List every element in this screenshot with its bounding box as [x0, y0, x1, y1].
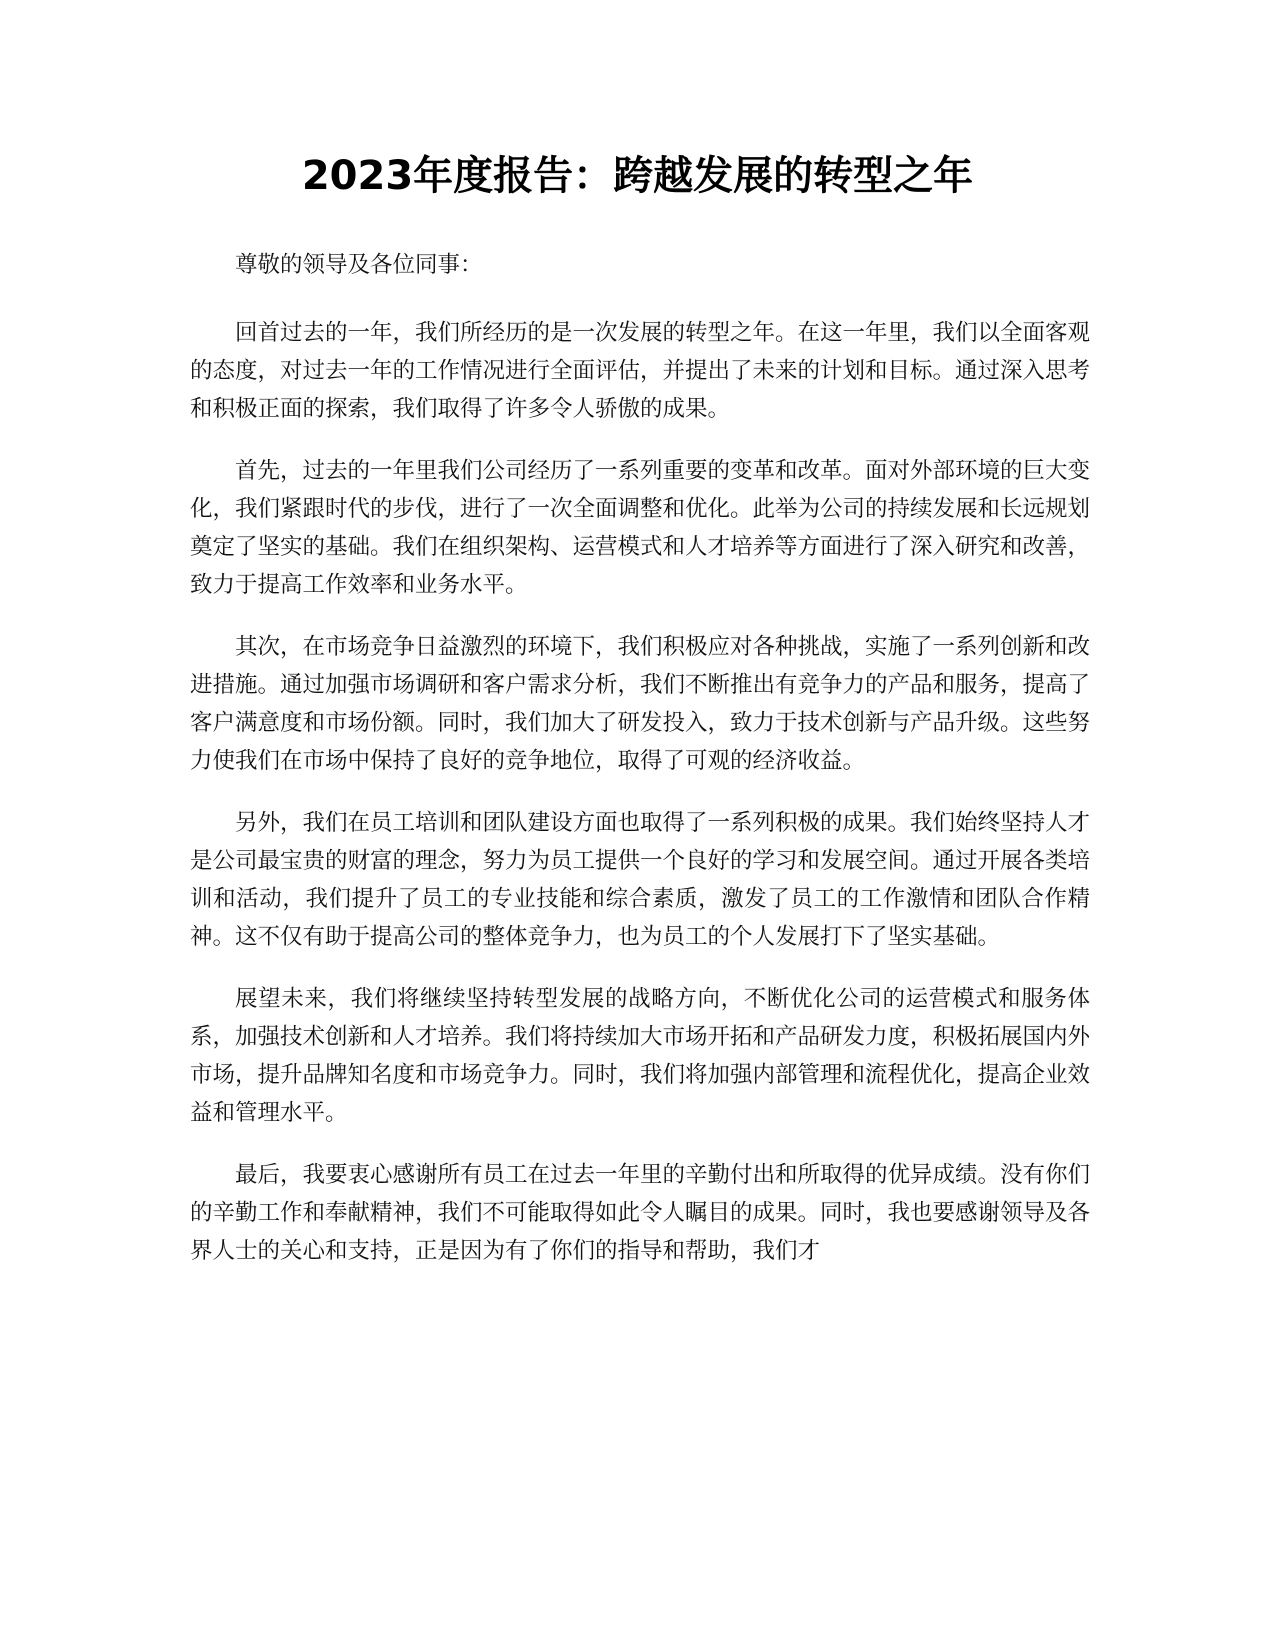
paragraph-review: 回首过去的一年，我们所经历的是一次发展的转型之年。在这一年里，我们以全面客观的态度，对过去一年的工作情况进行全面评估，并提出了未来的计划和目标。通过深入思考和积极正面的探索，我们取得了许多令人骄傲的成果。	[190, 320, 1091, 422]
document-body	[190, 246, 1090, 1294]
paragraph-market: 其次，在市场竞争日益激烈的环境下，我们积极应对各种挑战，实施了一系列创新和改进措施。通过加强市场调研和客户需求分析，我们不断推出有竞争力的产品和服务，提高了客户满意度和市场份额。同时，我们加大了研发投入，致力于技术创新与产品升级。这些努力使我们在市场中保持了良好的竞争地位，取得了可观的经济收益。	[190, 634, 1091, 774]
document-title: 2023年度报告：跨越发展的转型之年	[301, 153, 974, 199]
paragraph-reform: 首先，过去的一年里我们公司经历了一系列重要的变革和改革。面对外部环境的巨大变化，我们紧跟时代的步伐，进行了一次全面调整和优化。此举为公司的持续发展和长远规划奠定了坚实的基础。我们在组织架构、运营模式和人才培养等方面进行了深入研究和改善，致力于提高工作效率和业务水平。	[190, 458, 1091, 598]
greeting-line: 尊敬的领导及各位同事：	[235, 252, 483, 278]
paragraph-thanks: 最后，我要衷心感谢所有员工在过去一年里的辛勤付出和所取得的优异成绩。没有你们的辛勤工作和奉献精神，我们不可能取得如此令人瞩目的成果。同时，我也要感谢领导及各界人士的关心和支持，正是因为有了你们的指导和帮助，我们才	[190, 1162, 1091, 1264]
paragraph-outlook: 展望未来，我们将继续坚持转型发展的战略方向，不断优化公司的运营模式和服务体系，加强技术创新和人才培养。我们将持续加大市场开拓和产品研发力度，积极拓展国内外市场，提升品牌知名度和市场竞争力。同时，我们将加强内部管理和流程优化，提高企业效益和管理水平。	[190, 986, 1091, 1126]
paragraph-training: 另外，我们在员工培训和团队建设方面也取得了一系列积极的成果。我们始终坚持人才是公司最宝贵的财富的理念，努力为员工提供一个良好的学习和发展空间。通过开展各类培训和活动，我们提升了员工的专业技能和综合素质，激发了员工的工作激情和团队合作精神。这不仅有助于提高公司的整体竞争力，也为员工的个人发展打下了坚实基础。	[190, 810, 1091, 950]
